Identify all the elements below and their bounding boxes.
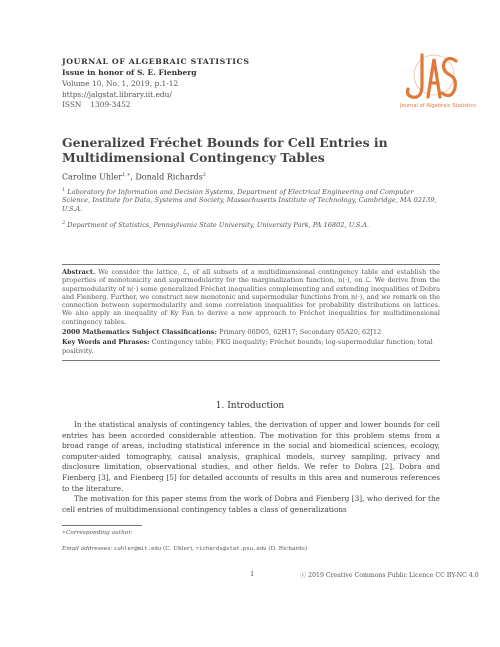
author-name: Donald Richards [135,172,203,182]
affiliation [62,219,440,229]
msc-line [62,328,440,336]
abstract-text: We consider the lattice, ℒ, of all subsets of a multidimensional contingency table and establish the properties of monotonicity and supermodularity for the marginalization function, n(·), on ℒ. We derive from the supermodularity of n(·) some generalized Fréchet inequalities complementing and extending inequalities of Dobra and Fienberg. Further, we construct new monotonic and supermodular functions from n(·), and we remark on the connection between supermodularity and some correlation inequalities for probability distributions on lattices. We also apply an inequality of Ky Fan to derive a new approach to Fréchet inequalities for multidimensional contingency tables. [62,268,440,326]
footnote-divider [62,525,142,526]
keywords-text: Contingency table; FKG inequality; Fréchet bounds; log-supermodular function; total positivity. [62,338,433,355]
abstract-label: Abstract. [62,268,96,276]
license-text: ⓒ 2019 Creative Commons Public Licence CC BY-NC 4.0 [300,572,479,579]
author-list [62,172,206,182]
email-owner: (D. Richards) [268,546,308,552]
affiliation-text: Department of Statistics, Pennsylvania State University, University Park, PA 16802, U.S.A. [67,221,369,230]
affiliation-mark: 1 [62,187,66,193]
section-heading: 1. Introduction [215,401,285,411]
footnote-emails [62,546,440,552]
author-mark: 1,∗ [122,172,131,178]
affiliation-mark: 2 [62,220,66,226]
journal-header [62,57,362,111]
abstract [62,268,440,326]
journal-url[interactable]: https://jalgstat.library.iit.edu/ [62,89,172,99]
page-number: 1 [250,570,255,578]
keywords-line [62,338,440,355]
author-mark: 2 [202,172,206,178]
issue-title: Issue in honor of S. E. Fienberg [62,68,197,77]
email-label: Email addresses: [62,546,113,552]
author-separator: , [130,172,136,182]
paragraph: In the statistical analysis of contingency tables, the derivation of upper and lower bounds for cell entries has been accorded considerable attention. The motivation for this problem stems from a broad range of areas, including statistical inference in the social and biomedical sciences, ecology, computer-aided tomography, causal analysis, graphical models, survey sampling, privacy and disclosure limitation, observational studies, and other fields. We refer to Dobra [2], Dobra and Fienberg [3], and Fienberg [5] for detailed accounts of results in this area and numerous references to the literature. [62,420,440,493]
affiliation-text: Laboratory for Information and Decision Systems, Department of Electrical Engineering and Computer Science, Institute for Data, Systems and Society, Massachusetts Institute of Technology, Cambridge, MA 02139, U.S.A. [62,188,437,213]
abstract-section [62,264,440,361]
keywords-label: Key Words and Phrases: [62,338,150,347]
journal-name: JOURNAL OF ALGEBRAIC STATISTICS [62,57,250,66]
email-link[interactable]: richards@stat.psu.edu [195,546,267,552]
journal-logo-icon [400,49,464,105]
email-owner: (C. Uhler), [162,546,194,552]
msc-label: 2000 Mathematics Subject Classifications: [62,328,217,337]
logo-caption: Journal of Algebraic Statistics [400,103,476,109]
email-link[interactable]: cuhler@mit.edu [113,546,162,552]
msc-text: Primary 06D05, 62H17; Secondary 05A20, 62J12 [218,328,382,337]
paper-title: Generalized Fréchet Bounds for Cell Entries in Multidimensional Contingency Tables [62,135,388,165]
paragraph: The motivation for this paper stems from the work of Dobra and Fienberg [3], who derived for the cell entries of multidimensional contingency tables a class of generalizations [62,494,440,514]
footnote-corresponding: ∗Corresponding author. [62,530,133,536]
author-name: Caroline Uhler [62,172,123,182]
volume-info: Volume 10, No. 1, 2019, p.1-12 [62,79,179,88]
issn-label: ISSN [62,100,82,109]
issn-line [62,100,362,109]
issn-value: 1309-3452 [90,100,131,109]
body-text [62,420,440,515]
affiliation [62,186,440,213]
